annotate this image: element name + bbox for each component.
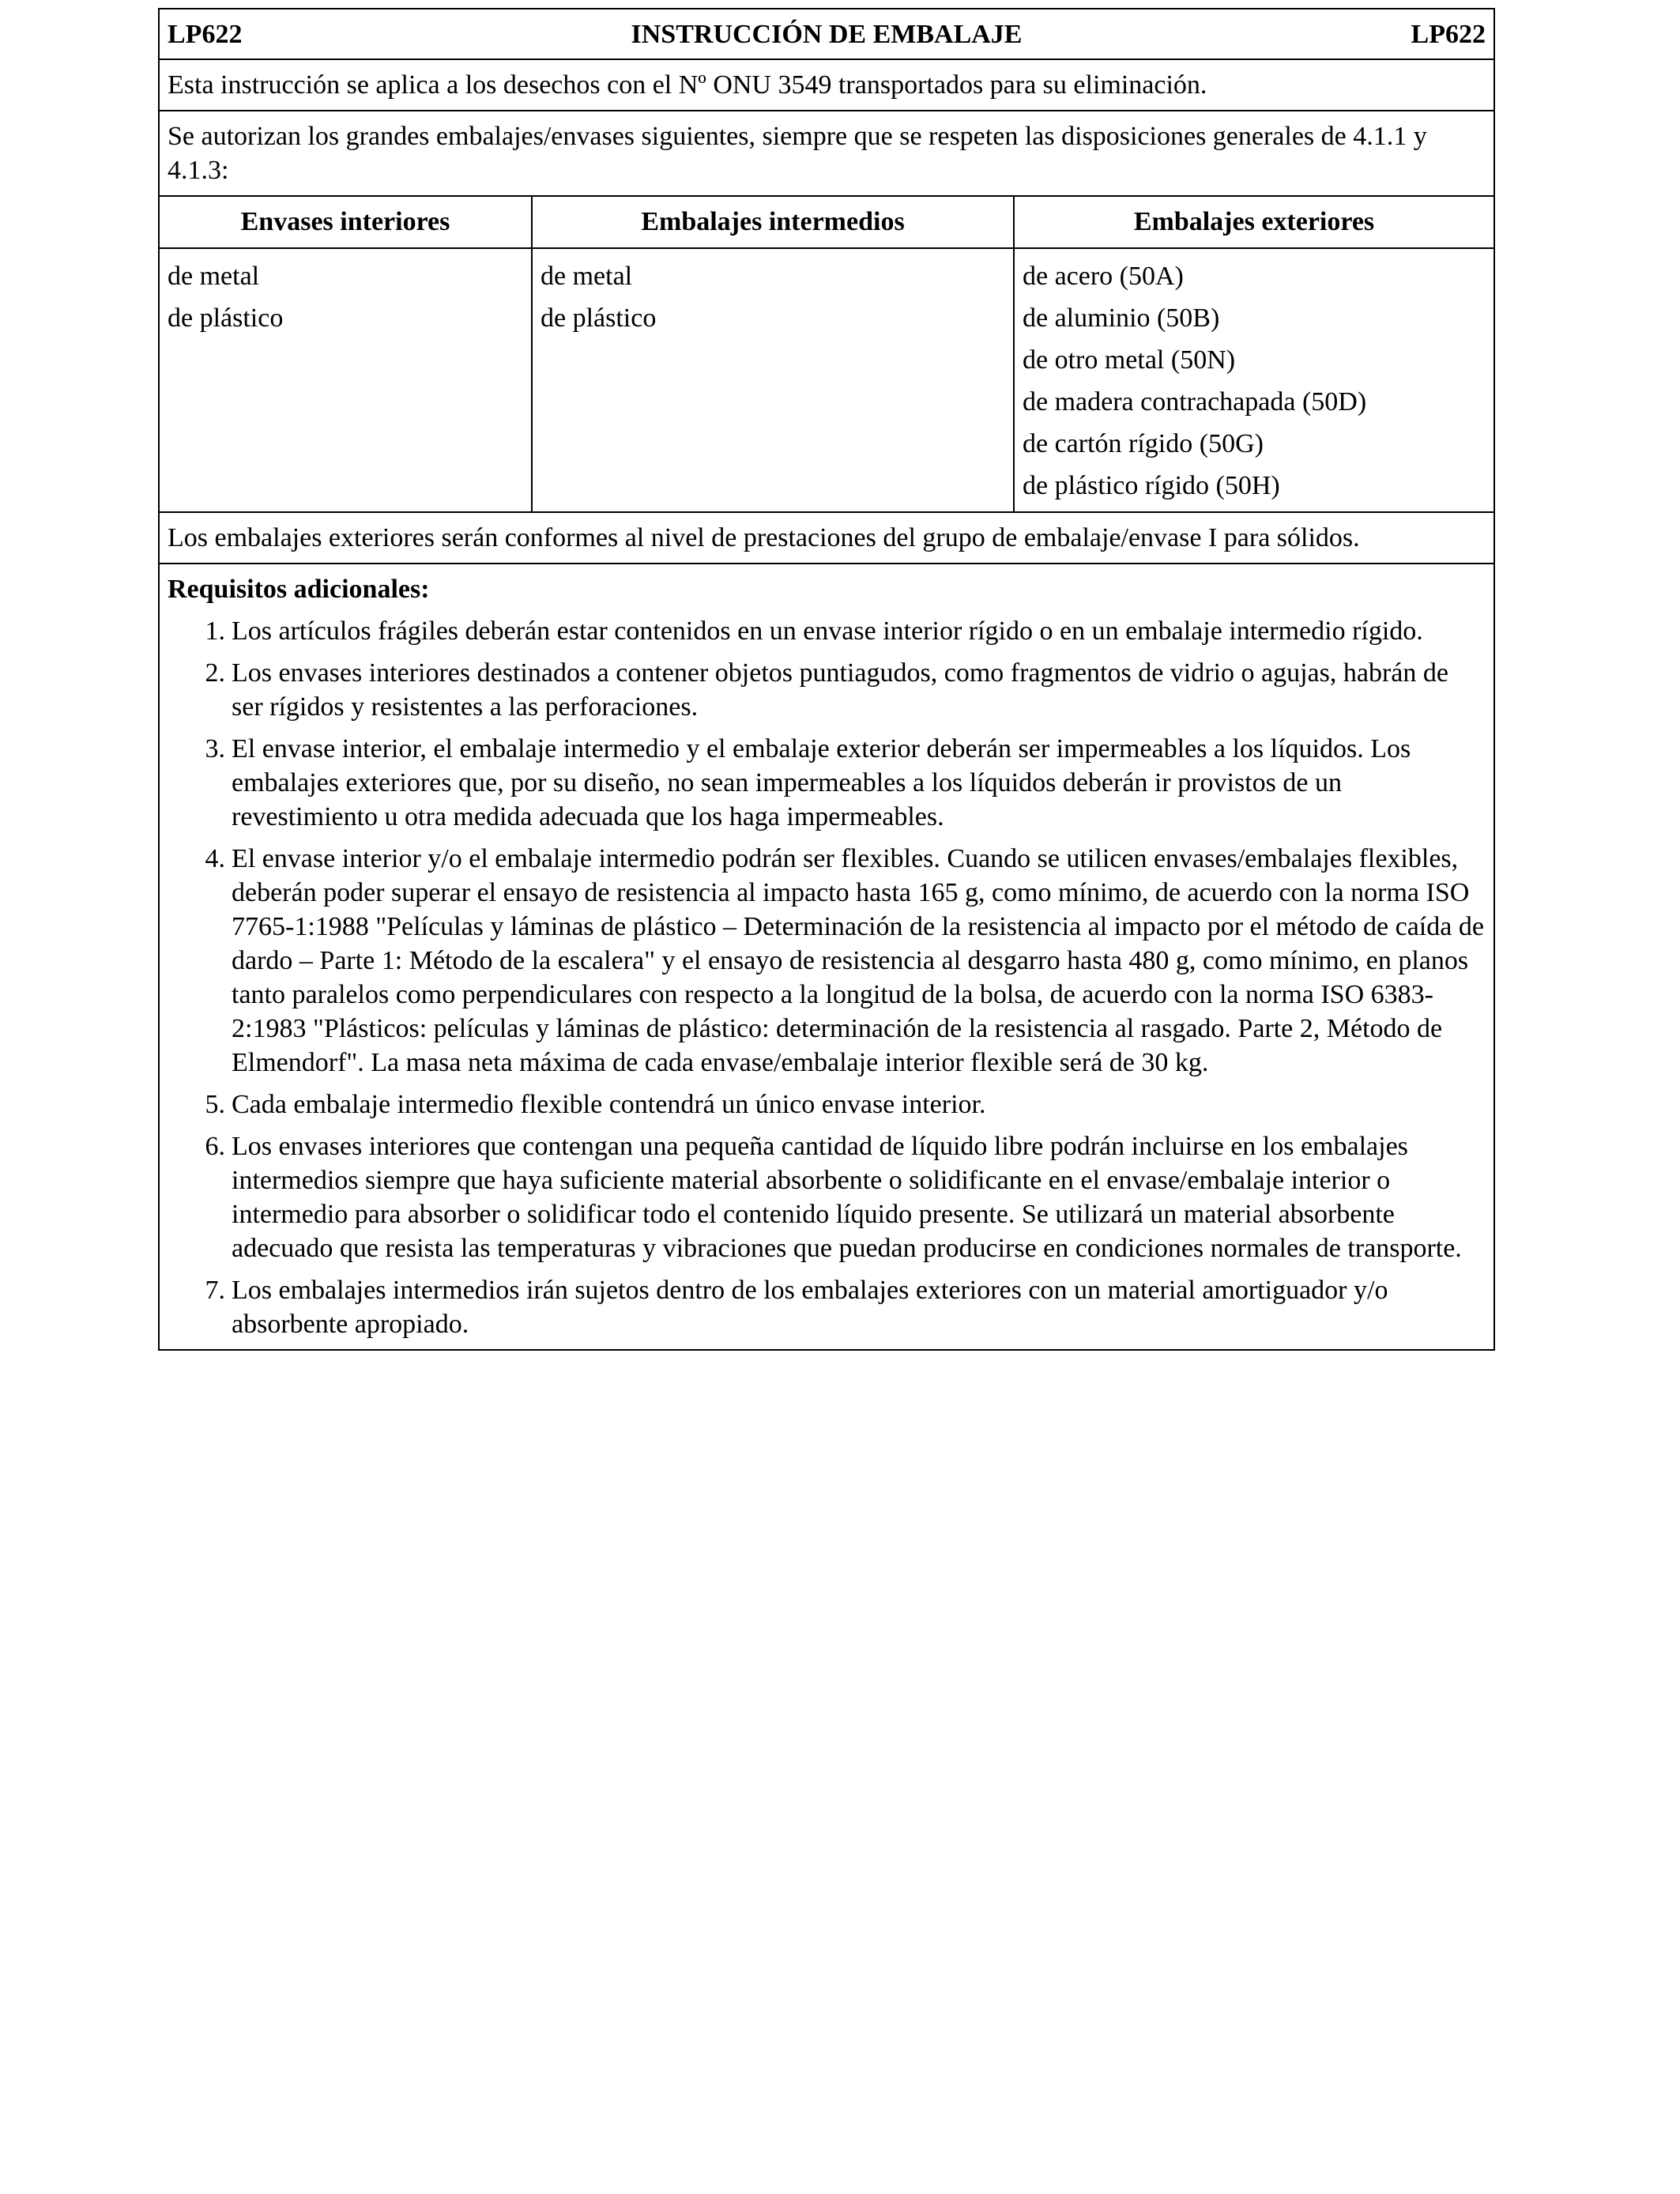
requirement-text: El envase interior, el embalaje intermedio y el embalaje exterior deberán ser impermeables a los líquidos. Los embalajes exteriores que, por su diseño, no sean impermeables a los líquidos deberán ir provistos de un revestimiento u otra medida adecuada que los haga impermeables. — [232, 734, 1411, 831]
outer-item: de cartón rígido (50G) — [1023, 429, 1264, 458]
requirement-number: 6. — [205, 1132, 225, 1161]
requirement-item — [168, 1273, 1486, 1341]
requirement-text: Los artículos frágiles deberán estar contenidos en un envase interior rígido o en un embalaje intermedio rígido. — [232, 616, 1423, 646]
packaging-types-row — [160, 249, 1494, 513]
intermediate-item: de plástico — [541, 303, 657, 333]
document-title: INSTRUCCIÓN DE EMBALAJE — [631, 19, 1023, 49]
requirement-number: 7. — [205, 1276, 225, 1305]
intermediate-packagings-cell — [533, 249, 1015, 511]
header-inner-packagings: Envases interiores — [160, 197, 533, 247]
requirement-item — [168, 732, 1486, 834]
requirements-title: Requisitos adicionales: — [168, 575, 430, 604]
outer-item: de plástico rígido (50H) — [1023, 471, 1280, 500]
packing-instruction-table — [158, 8, 1495, 1351]
column-headers — [160, 197, 1494, 249]
inner-item: de metal — [168, 262, 260, 291]
requirement-item — [168, 1088, 1486, 1122]
authorization-row: Se autorizan los grandes embalajes/envases siguientes, siempre que se respeten las disposiciones generales de 4.1.1 y 4.1.3: — [160, 111, 1494, 197]
requirement-number: 4. — [205, 844, 225, 873]
header-row — [160, 9, 1494, 60]
outer-item: de aluminio (50B) — [1023, 303, 1220, 333]
requirement-text: Los envases interiores destinados a contener objetos puntiagudos, como fragmentos de vidrio o agujas, habrán de ser rígidos y resistentes a las perforaciones. — [232, 658, 1448, 722]
requirement-number: 2. — [205, 658, 225, 688]
requirement-item — [168, 1129, 1486, 1265]
inner-packagings-cell — [160, 249, 533, 511]
intro-row: Esta instrucción se aplica a los desechos con el Nº ONU 3549 transportados para su eliminación. — [160, 60, 1494, 111]
requirement-item — [168, 656, 1486, 724]
performance-note-row: Los embalajes exteriores serán conformes al nivel de prestaciones del grupo de embalaje/envase I para sólidos. — [160, 513, 1494, 564]
requirement-item — [168, 614, 1486, 648]
requirement-number: 3. — [205, 734, 225, 763]
requirement-number: 5. — [205, 1090, 225, 1119]
additional-requirements — [160, 564, 1494, 1349]
code-right: LP622 — [1411, 19, 1486, 49]
requirement-number: 1. — [205, 616, 225, 646]
requirement-text: El envase interior y/o el embalaje intermedio podrán ser flexibles. Cuando se utilicen envases/embalajes flexibles, deberán poder superar el ensayo de resistencia al impacto hasta 165 g, como mínimo, de acuerdo con la norma ISO 7765-1:1988 "Películas y láminas de plástico – Determinación de la resistencia al impacto por el método de caída de dardo – Parte 1: Método de la escalera" y el ensayo de resistencia al desgarro hasta 480 g, como mínimo, en planos tanto paralelos como perpendiculares con respecto a la longitud de la bolsa, de acuerdo con la norma ISO 6383-2:1983 "Plásticos: películas y láminas de plástico: determinación de la resistencia al rasgado. Parte 2, Método de Elmendorf". La masa neta máxima de cada envase/embalaje interior flexible será de 30 kg. — [232, 844, 1484, 1077]
outer-item: de acero (50A) — [1023, 262, 1184, 291]
requirement-item — [168, 842, 1486, 1080]
code-left: LP622 — [168, 19, 243, 49]
header-intermediate-packagings: Embalajes intermedios — [533, 197, 1015, 247]
outer-item: de otro metal (50N) — [1023, 345, 1236, 375]
requirements-list — [168, 614, 1486, 1341]
header-outer-packagings: Embalajes exteriores — [1133, 207, 1375, 236]
intermediate-item: de metal — [541, 262, 633, 291]
outer-item: de madera contrachapada (50D) — [1023, 387, 1367, 417]
outer-packagings-cell — [1015, 249, 1494, 511]
requirement-text: Los embalajes intermedios irán sujetos dentro de los embalajes exteriores con un material amortiguador y/o absorbente apropiado. — [232, 1276, 1388, 1339]
inner-item: de plástico — [168, 303, 284, 333]
requirement-text: Cada embalaje intermedio flexible contendrá un único envase interior. — [232, 1090, 986, 1119]
requirement-text: Los envases interiores que contengan una pequeña cantidad de líquido libre podrán incluirse en los embalajes intermedios siempre que haya suficiente material absorbente o solidificante en el envase/embalaje interior o intermedio para absorber o solidificar todo el contenido líquido presente. Se utilizará un material absorbente adecuado que resista las temperaturas y vibraciones que puedan producirse en condiciones normales de transporte. — [232, 1132, 1462, 1263]
